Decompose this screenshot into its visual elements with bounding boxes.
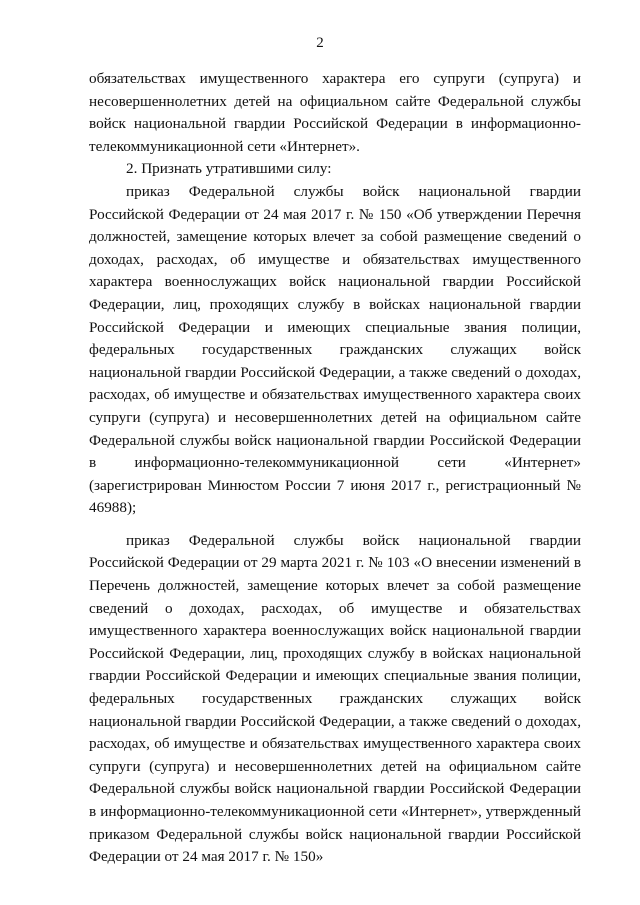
page-number: 2 xyxy=(316,35,324,51)
paragraph-order-103: приказ Федеральной службы войск национальной гвардии Российской Федерации от 29 марта 2021 г. № 103 «О внесении изменений в Перечень должностей, замещение которых влечет за собой размещение сведений о доходах, расходах, об имуществе и обязательствах имущественного характера военнослужащих войск национальной гвардии Российской Федерации, лиц, проходящих службу в войсках национальной гвардии Российской Федерации и имеющих специальные звания полиции, федеральных государственных гражданских служащих войск национальной гвардии Российской Федерации, а также сведений о доходах, расходах, об имуществе и обязательствах имущественного характера своих супруги (супруга) и несовершеннолетних детей на официальном сайте Федеральной службы войск национальной гвардии Российской Федерации в информационно-телекоммуникационной сети «Интернет», утвержденный приказом Федеральной службы войск национальной гвардии Российской Федерации от 24 мая 2017 г. № 150» xyxy=(89,531,581,866)
paragraph-item-2-heading: 2. Признать утратившими силу: xyxy=(126,160,332,178)
paragraph-continuation: обязательствах имущественного характера его супруги (супруга) и несовершеннолетних детей на официальном сайте Федеральной службы войск национальной гвардии Российской Федерации в информационно-телекоммуникационной сети «Интернет». xyxy=(89,70,581,155)
paragraph-order-150: приказ Федеральной службы войск национальной гвардии Российской Федерации от 24 мая 2017 г. № 150 «Об утверждении Перечня должностей, замещение которых влечет за собой размещение сведений о доходах, расходах, об имуществе и обязательствах имущественного характера военнослужащих войск национальной гвардии Российской Федерации, лиц, проходящих службу в войсках национальной гвардии Российской Федерации и имеющих специальные звания полиции, федеральных государственных гражданских служащих войск национальной гвардии Российской Федерации, а также сведений о доходах, расходах, об имуществе и обязательствах имущественного характера своих супруги (супруга) и несовершеннолетних детей на официальном сайте Федеральной службы войск национальной гвардии Российской Федерации в информационно-телекоммуникационной сети «Интернет» (зарегистрирован Минюстом России 7 июня 2017 г., регистрационный № 46988); xyxy=(89,182,581,517)
document-body xyxy=(89,68,581,869)
